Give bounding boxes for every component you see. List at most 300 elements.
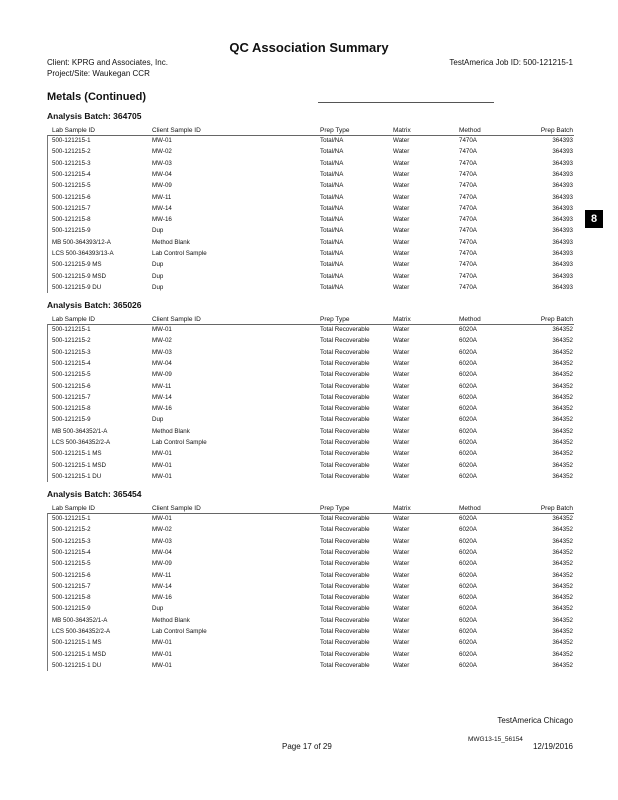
table-cell: Total Recoverable xyxy=(320,382,370,390)
scan-mark xyxy=(318,102,494,103)
table-row xyxy=(0,450,618,461)
table-row xyxy=(0,549,618,560)
table-cell: 500-121215-3 xyxy=(52,537,91,545)
table-cell: 364393 xyxy=(552,238,573,246)
table-cell: Total Recoverable xyxy=(320,560,370,568)
table-cell: 500-121215-1 MSD xyxy=(52,461,107,469)
table-cell: 6020A xyxy=(459,515,477,522)
table-cell: Dup xyxy=(152,261,164,269)
table-cell: Water xyxy=(393,628,410,635)
table-cell: Water xyxy=(393,594,410,602)
table-cell: Water xyxy=(393,393,410,401)
page-title: QC Association Summary xyxy=(229,40,389,55)
table-cell: Total Recoverable xyxy=(320,326,370,333)
column-header: Lab Sample ID xyxy=(52,505,95,512)
table-cell: 500-121215-6 xyxy=(52,193,91,201)
table-cell: Water xyxy=(393,560,410,568)
table-cell: 500-121215-2 xyxy=(52,526,91,534)
table-cell: Total Recoverable xyxy=(320,661,370,669)
table-cell: LCS 500-364352/2-A xyxy=(52,628,111,635)
table-row xyxy=(0,639,618,650)
table-cell: Total/NA xyxy=(320,159,344,167)
table-cell: 6020A xyxy=(459,337,477,345)
table-cell: 6020A xyxy=(459,661,477,669)
table-cell: 364352 xyxy=(552,359,573,367)
column-header: Method xyxy=(459,316,481,323)
table-cell: Water xyxy=(393,193,410,201)
table-cell: Water xyxy=(393,170,410,178)
table-cell: 364393 xyxy=(552,148,573,156)
table-cell: 364352 xyxy=(552,461,573,469)
table-cell: 6020A xyxy=(459,571,477,579)
table-cell: 7470A xyxy=(459,137,477,144)
table-cell: Total Recoverable xyxy=(320,650,370,658)
table-cell: Total/NA xyxy=(320,182,344,190)
table-row xyxy=(0,227,618,238)
table-cell: Total/NA xyxy=(320,193,344,201)
table-cell: 500-121215-4 xyxy=(52,359,91,367)
table-cell: Total Recoverable xyxy=(320,639,370,647)
table-row xyxy=(0,628,618,639)
table-cell: Water xyxy=(393,371,410,379)
project-site: Project/Site: Waukegan CCR xyxy=(47,69,150,78)
table-cell: MW-04 xyxy=(152,170,172,178)
table-row xyxy=(0,416,618,427)
table-row xyxy=(0,462,618,473)
table-cell: Dup xyxy=(152,605,164,613)
table-cell: Total/NA xyxy=(320,137,344,144)
table-cell: 500-121215-8 xyxy=(52,216,91,224)
column-header: Matrix xyxy=(393,316,411,323)
table-cell: Total Recoverable xyxy=(320,548,370,556)
table-cell: Total/NA xyxy=(320,283,344,291)
table-cell: 500-121215-1 xyxy=(52,326,91,333)
table-cell: 500-121215-7 xyxy=(52,582,91,590)
table-cell: Water xyxy=(393,439,410,446)
table-cell: 6020A xyxy=(459,639,477,647)
table-cell: 6020A xyxy=(459,461,477,469)
table-cell: Total Recoverable xyxy=(320,461,370,469)
table-cell: 6020A xyxy=(459,650,477,658)
table-row xyxy=(0,273,618,284)
column-header: Lab Sample ID xyxy=(52,127,95,134)
table-cell: MW-14 xyxy=(152,204,172,212)
table-cell: Total/NA xyxy=(320,227,344,235)
table-cell: 500-121215-6 xyxy=(52,571,91,579)
table-cell: Total Recoverable xyxy=(320,526,370,534)
section-title: Metals (Continued) xyxy=(47,91,146,103)
table-cell: 500-121215-2 xyxy=(52,148,91,156)
table-cell: 500-121215-1 DU xyxy=(52,661,102,669)
table-cell: Total/NA xyxy=(320,238,344,246)
table-row xyxy=(0,148,618,159)
table-row xyxy=(0,326,618,337)
table-row xyxy=(0,205,618,216)
table-cell: MW-01 xyxy=(152,515,172,522)
table-cell: Water xyxy=(393,526,410,534)
table-cell: 364352 xyxy=(552,650,573,658)
table-cell: 6020A xyxy=(459,393,477,401)
table-cell: 6020A xyxy=(459,382,477,390)
header-rule xyxy=(47,513,574,514)
table-cell: MW-09 xyxy=(152,371,172,379)
table-cell: 6020A xyxy=(459,326,477,333)
table-row xyxy=(0,428,618,439)
section-tab: 8 xyxy=(585,210,603,228)
table-cell: Total/NA xyxy=(320,261,344,269)
table-cell: MW-02 xyxy=(152,148,172,156)
table-cell: 6020A xyxy=(459,628,477,635)
table-cell: 7470A xyxy=(459,261,477,269)
table-cell: Total Recoverable xyxy=(320,628,370,635)
table-cell: 364352 xyxy=(552,616,573,624)
table-cell: 364352 xyxy=(552,560,573,568)
table-cell: MB 500-364352/1-A xyxy=(52,616,108,624)
table-cell: 364352 xyxy=(552,628,573,635)
table-cell: 500-121215-9 xyxy=(52,605,91,613)
table-cell: 7470A xyxy=(459,272,477,280)
table-cell: 500-121215-6 xyxy=(52,382,91,390)
table-cell: 364352 xyxy=(552,348,573,356)
table-cell: Water xyxy=(393,472,410,480)
table-cell: 364352 xyxy=(552,661,573,669)
table-cell: MB 500-364393/12-A xyxy=(52,238,111,246)
table-row xyxy=(0,171,618,182)
table-row xyxy=(0,538,618,549)
batch-title: Analysis Batch: 365454 xyxy=(47,489,142,499)
table-cell: Total Recoverable xyxy=(320,582,370,590)
table-cell: 500-121215-1 DU xyxy=(52,472,102,480)
column-header: Prep Batch xyxy=(540,316,573,323)
column-header: Method xyxy=(459,127,481,134)
table-cell: Water xyxy=(393,616,410,624)
table-cell: LCS 500-364393/13-A xyxy=(52,250,114,257)
table-cell: Water xyxy=(393,582,410,590)
table-cell: 6020A xyxy=(459,348,477,356)
column-header: Prep Type xyxy=(320,316,350,323)
column-header: Lab Sample ID xyxy=(52,316,95,323)
table-cell: Water xyxy=(393,216,410,224)
table-cell: Total/NA xyxy=(320,170,344,178)
table-cell: LCS 500-364352/2-A xyxy=(52,439,111,446)
table-cell: Total/NA xyxy=(320,148,344,156)
table-cell: 6020A xyxy=(459,548,477,556)
table-cell: Total Recoverable xyxy=(320,616,370,624)
table-cell: 500-121215-9 xyxy=(52,227,91,235)
table-cell: 364393 xyxy=(552,283,573,291)
table-cell: 500-121215-4 xyxy=(52,548,91,556)
table-cell: 364352 xyxy=(552,515,573,522)
table-cell: 7470A xyxy=(459,182,477,190)
table-cell: 500-121215-7 xyxy=(52,204,91,212)
table-cell: 6020A xyxy=(459,405,477,413)
table-cell: MW-01 xyxy=(152,639,172,647)
table-cell: Water xyxy=(393,461,410,469)
table-cell: 500-121215-9 DU xyxy=(52,283,102,291)
table-cell: Water xyxy=(393,326,410,333)
table-cell: Water xyxy=(393,661,410,669)
table-cell: 6020A xyxy=(459,371,477,379)
table-cell: Lab Control Sample xyxy=(152,250,207,257)
column-header: Client Sample ID xyxy=(152,505,201,512)
table-cell: Water xyxy=(393,427,410,435)
table-cell: MB 500-364352/1-A xyxy=(52,427,108,435)
table-cell: Dup xyxy=(152,283,164,291)
table-cell: 500-121215-5 xyxy=(52,182,91,190)
table-cell: MW-01 xyxy=(152,472,172,480)
table-row xyxy=(0,194,618,205)
table-cell: Method Blank xyxy=(152,427,190,435)
table-cell: Water xyxy=(393,337,410,345)
table-cell: 364393 xyxy=(552,250,573,257)
table-row xyxy=(0,405,618,416)
table-cell: Total Recoverable xyxy=(320,537,370,545)
table-cell: Water xyxy=(393,359,410,367)
table-row xyxy=(0,394,618,405)
table-cell: 6020A xyxy=(459,616,477,624)
table-cell: 500-121215-1 xyxy=(52,137,91,144)
table-cell: Total Recoverable xyxy=(320,515,370,522)
table-cell: 500-121215-1 xyxy=(52,515,91,522)
table-cell: Water xyxy=(393,227,410,235)
table-cell: MW-02 xyxy=(152,526,172,534)
table-cell: 364352 xyxy=(552,393,573,401)
table-cell: Water xyxy=(393,605,410,613)
table-cell: Dup xyxy=(152,227,164,235)
table-row xyxy=(0,360,618,371)
table-cell: 500-121215-1 MSD xyxy=(52,650,107,658)
table-cell: 7470A xyxy=(459,148,477,156)
table-row xyxy=(0,439,618,450)
table-cell: Total Recoverable xyxy=(320,393,370,401)
table-cell: 6020A xyxy=(459,594,477,602)
table-cell: Total Recoverable xyxy=(320,571,370,579)
table-cell: 500-121215-4 xyxy=(52,170,91,178)
table-cell: Water xyxy=(393,261,410,269)
table-cell: 364352 xyxy=(552,382,573,390)
table-cell: Water xyxy=(393,650,410,658)
table-cell: MW-14 xyxy=(152,582,172,590)
table-cell: Lab Control Sample xyxy=(152,439,207,446)
column-header: Prep Batch xyxy=(540,505,573,512)
job-id: TestAmerica Job ID: 500-121215-1 xyxy=(449,58,573,67)
table-row xyxy=(0,473,618,484)
table-cell: 7470A xyxy=(459,283,477,291)
table-cell: 364393 xyxy=(552,227,573,235)
table-cell: 500-121215-9 xyxy=(52,416,91,424)
batch-title: Analysis Batch: 365026 xyxy=(47,300,142,310)
table-cell: 364393 xyxy=(552,204,573,212)
table-row xyxy=(0,160,618,171)
table-cell: 6020A xyxy=(459,359,477,367)
table-cell: Water xyxy=(393,283,410,291)
table-row xyxy=(0,383,618,394)
table-cell: 364352 xyxy=(552,594,573,602)
table-cell: Total Recoverable xyxy=(320,416,370,424)
table-row xyxy=(0,137,618,148)
table-cell: MW-16 xyxy=(152,594,172,602)
column-header: Prep Type xyxy=(320,505,350,512)
table-cell: MW-11 xyxy=(152,382,172,390)
batch-title: Analysis Batch: 364705 xyxy=(47,111,142,121)
table-cell: 364352 xyxy=(552,450,573,458)
table-cell: Total Recoverable xyxy=(320,371,370,379)
table-cell: 364352 xyxy=(552,582,573,590)
column-header: Client Sample ID xyxy=(152,127,201,134)
column-header: Client Sample ID xyxy=(152,316,201,323)
table-row xyxy=(0,337,618,348)
table-cell: 7470A xyxy=(459,216,477,224)
table-cell: 6020A xyxy=(459,537,477,545)
table-cell: 7470A xyxy=(459,250,477,257)
table-cell: MW-01 xyxy=(152,137,172,144)
table-cell: 7470A xyxy=(459,159,477,167)
table-cell: Water xyxy=(393,382,410,390)
table-cell: Water xyxy=(393,348,410,356)
table-cell: Method Blank xyxy=(152,616,190,624)
table-cell: 364393 xyxy=(552,193,573,201)
column-header: Prep Batch xyxy=(540,127,573,134)
footer-doc-id: MWG13-15_56154 xyxy=(468,736,523,743)
table-row xyxy=(0,651,618,662)
table-cell: 364352 xyxy=(552,439,573,446)
table-cell: 6020A xyxy=(459,605,477,613)
header-rule xyxy=(47,135,574,136)
table-cell: 500-121215-5 xyxy=(52,371,91,379)
table-row xyxy=(0,250,618,261)
table-cell: Total Recoverable xyxy=(320,427,370,435)
table-cell: MW-04 xyxy=(152,359,172,367)
table-cell: MW-02 xyxy=(152,337,172,345)
table-cell: Water xyxy=(393,450,410,458)
table-cell: Water xyxy=(393,639,410,647)
table-cell: 364393 xyxy=(552,272,573,280)
table-row xyxy=(0,371,618,382)
table-cell: 364393 xyxy=(552,182,573,190)
table-cell: 364352 xyxy=(552,639,573,647)
table-cell: 500-121215-2 xyxy=(52,337,91,345)
table-cell: 364352 xyxy=(552,405,573,413)
table-cell: 364352 xyxy=(552,548,573,556)
table-row xyxy=(0,560,618,571)
table-row xyxy=(0,182,618,193)
table-cell: Total Recoverable xyxy=(320,405,370,413)
table-row xyxy=(0,216,618,227)
table-cell: MW-14 xyxy=(152,393,172,401)
table-cell: Water xyxy=(393,416,410,424)
header-rule xyxy=(47,324,574,325)
table-cell: 500-121215-3 xyxy=(52,348,91,356)
table-cell: MW-11 xyxy=(152,193,172,201)
footer-lab: TestAmerica Chicago xyxy=(497,716,573,725)
table-cell: 7470A xyxy=(459,193,477,201)
table-row xyxy=(0,583,618,594)
table-cell: Total Recoverable xyxy=(320,472,370,480)
footer-date: 12/19/2016 xyxy=(532,742,573,751)
table-row xyxy=(0,261,618,272)
table-cell: MW-01 xyxy=(152,450,172,458)
table-cell: Method Blank xyxy=(152,238,190,246)
table-cell: 364352 xyxy=(552,416,573,424)
table-cell: 500-121215-5 xyxy=(52,560,91,568)
table-cell: 500-121215-8 xyxy=(52,594,91,602)
table-cell: 364393 xyxy=(552,216,573,224)
table-cell: MW-09 xyxy=(152,560,172,568)
table-cell: Total/NA xyxy=(320,250,344,257)
table-cell: 364352 xyxy=(552,472,573,480)
table-cell: 500-121215-7 xyxy=(52,393,91,401)
table-cell: 500-121215-9 MSD xyxy=(52,272,107,280)
table-cell: 364393 xyxy=(552,159,573,167)
table-cell: Water xyxy=(393,548,410,556)
table-row xyxy=(0,526,618,537)
client-name: Client: KPRG and Associates, Inc. xyxy=(47,58,168,67)
table-cell: Total Recoverable xyxy=(320,439,370,446)
table-cell: 500-121215-1 MS xyxy=(52,639,102,647)
table-cell: Total/NA xyxy=(320,216,344,224)
table-cell: 500-121215-9 MS xyxy=(52,261,102,269)
table-cell: Water xyxy=(393,148,410,156)
table-cell: MW-01 xyxy=(152,661,172,669)
table-cell: MW-01 xyxy=(152,461,172,469)
table-cell: Total Recoverable xyxy=(320,337,370,345)
table-cell: 364352 xyxy=(552,605,573,613)
table-cell: Lab Control Sample xyxy=(152,628,207,635)
table-row xyxy=(0,515,618,526)
table-cell: 500-121215-3 xyxy=(52,159,91,167)
table-cell: Water xyxy=(393,182,410,190)
table-cell: Water xyxy=(393,238,410,246)
column-header: Method xyxy=(459,505,481,512)
table-cell: 6020A xyxy=(459,582,477,590)
table-row xyxy=(0,349,618,360)
table-cell: Total Recoverable xyxy=(320,348,370,356)
table-cell: Total/NA xyxy=(320,204,344,212)
table-cell: 364393 xyxy=(552,170,573,178)
table-cell: MW-04 xyxy=(152,548,172,556)
table-row xyxy=(0,594,618,605)
table-cell: 7470A xyxy=(459,204,477,212)
table-cell: 364393 xyxy=(552,261,573,269)
table-cell: 364352 xyxy=(552,326,573,333)
footer-page: Page 17 of 29 xyxy=(282,742,332,751)
table-row xyxy=(0,239,618,250)
table-cell: MW-01 xyxy=(152,326,172,333)
table-cell: 364352 xyxy=(552,571,573,579)
table-cell: 364352 xyxy=(552,526,573,534)
table-cell: 7470A xyxy=(459,170,477,178)
table-cell: 6020A xyxy=(459,472,477,480)
table-cell: MW-03 xyxy=(152,537,172,545)
table-cell: 6020A xyxy=(459,427,477,435)
table-cell: Water xyxy=(393,137,410,144)
table-cell: 500-121215-8 xyxy=(52,405,91,413)
table-cell: Water xyxy=(393,159,410,167)
table-cell: 364352 xyxy=(552,371,573,379)
table-cell: MW-16 xyxy=(152,405,172,413)
table-cell: Water xyxy=(393,405,410,413)
table-cell: MW-03 xyxy=(152,348,172,356)
table-cell: Water xyxy=(393,537,410,545)
table-cell: 364352 xyxy=(552,427,573,435)
table-cell: MW-03 xyxy=(152,159,172,167)
table-cell: Water xyxy=(393,571,410,579)
table-cell: Water xyxy=(393,250,410,257)
table-cell: Water xyxy=(393,204,410,212)
table-cell: Total/NA xyxy=(320,272,344,280)
table-cell: Total Recoverable xyxy=(320,359,370,367)
table-cell: Water xyxy=(393,272,410,280)
